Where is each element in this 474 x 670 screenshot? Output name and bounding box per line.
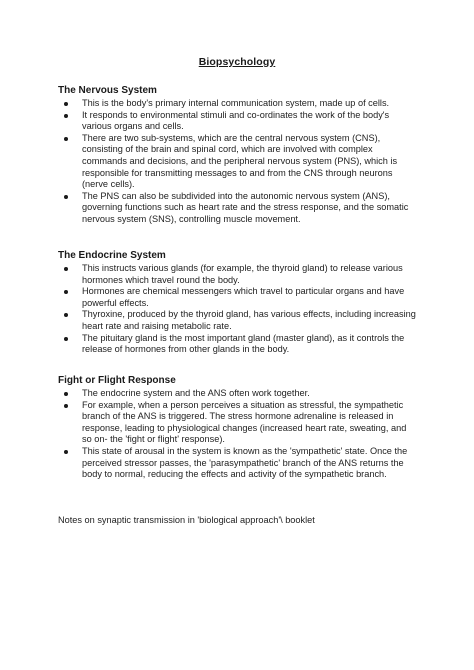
section-nervous-system <box>58 84 418 226</box>
bullet-list <box>58 388 418 481</box>
bullet-dot-icon <box>64 313 68 317</box>
bullet-list <box>58 98 418 226</box>
bullet-item <box>58 400 418 446</box>
bullet-text: Thyroxine, produced by the thyroid gland, has various effects, including increasing heart rate and raising metabolic rate. <box>82 309 416 331</box>
bullet-text: The pituitary gland is the most important gland (master gland), as it controls the release of hormones from other glands in the body. <box>82 332 405 355</box>
bullet-dot-icon <box>64 267 68 271</box>
bullet-text: It responds to environmental stimuli and co-ordinates the work of the body's various organs and cells. <box>82 109 390 132</box>
bullet-dot-icon <box>64 137 68 141</box>
bullet-list <box>58 263 418 356</box>
bullet-text: This state of arousal in the system is known as the 'sympathetic' state. Once the perceived stressor passes, the 'parasympathetic' branch of the ANS returns the body to normal, reducing the effects and activity of the sympathetic branch. <box>82 445 408 480</box>
bullet-item <box>58 388 418 400</box>
bullet-item <box>58 98 418 110</box>
bullet-item <box>58 133 418 191</box>
bullet-item <box>58 446 418 481</box>
bullet-text: The PNS can also be subdivided into the autonomic nervous system (ANS), governing functions such as heart rate and the stress response, and the somatic nervous system (SNS), controlling muscle movement. <box>82 190 409 224</box>
document-title: Biopsychology <box>198 56 276 68</box>
bullet-item <box>58 309 418 332</box>
section-fight-or-flight <box>58 374 418 481</box>
bullet-dot-icon <box>64 450 68 454</box>
bullet-dot-icon <box>64 404 68 408</box>
bullet-item <box>58 263 418 286</box>
bullet-text: The endocrine system and the ANS often work together. <box>82 388 310 398</box>
section-heading: The Nervous System <box>58 85 157 96</box>
bullet-item <box>58 110 418 133</box>
footer-note: Notes on synaptic transmission in 'biological approach'\ booklet <box>58 515 315 525</box>
section-heading: Fight or Flight Response <box>58 375 176 386</box>
bullet-text: Hormones are chemical messengers which travel to particular organs and have powerful effects. <box>82 286 405 308</box>
bullet-text: This instructs various glands (for example, the thyroid gland) to release various hormones which travel round the body. <box>82 263 403 285</box>
bullet-dot-icon <box>64 195 68 199</box>
section-endocrine-system <box>58 249 418 356</box>
bullet-dot-icon <box>64 102 68 106</box>
section-heading: The Endocrine System <box>58 250 166 261</box>
bullet-text: For example, when a person perceives a situation as stressful, the sympathetic branch of the ANS is triggered. The stress hormone adrenaline is released in response, leading to physiological changes (increased heart rate, sweating, and so on- the 'fight or flight' response). <box>82 399 407 445</box>
bullet-dot-icon <box>64 392 68 396</box>
bullet-text: There are two sub-systems, which are the central nervous system (CNS), consisting of the brain and spinal cord, which are involved with complex commands and decisions, and the peripheral nervous system (PNS), which is responsible for transmitting messages to and from the CNS through neurons (nerve cells). <box>82 132 398 190</box>
bullet-item <box>58 191 418 226</box>
bullet-dot-icon <box>64 290 68 294</box>
bullet-item <box>58 333 418 356</box>
bullet-text: This is the body's primary internal communication system, made up of cells. <box>82 98 390 108</box>
bullet-dot-icon <box>64 114 68 118</box>
bullet-dot-icon <box>64 337 68 341</box>
bullet-item <box>58 286 418 309</box>
